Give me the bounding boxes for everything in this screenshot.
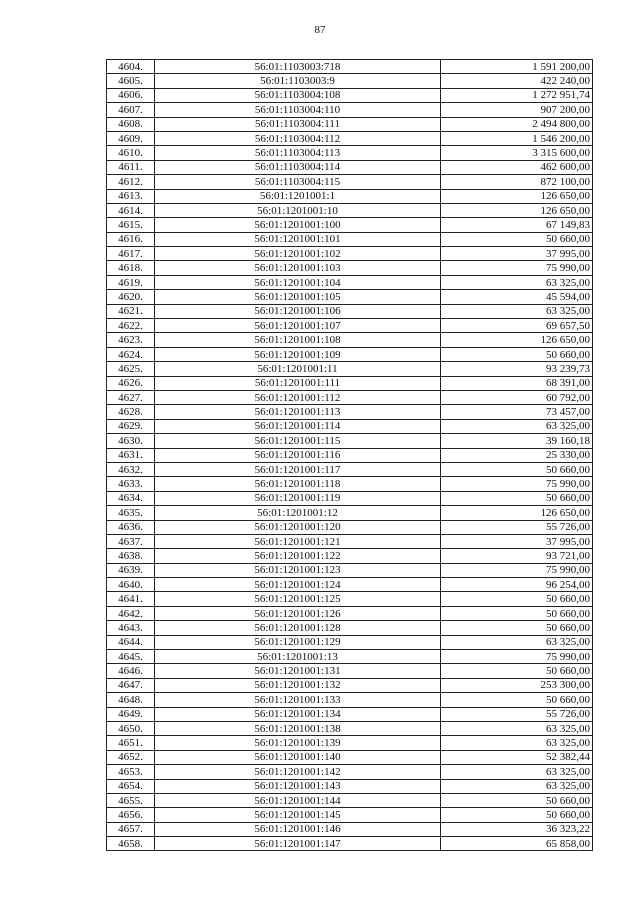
cadastral-value-cell: 907 200,00 [441, 103, 593, 117]
row-number-cell: 4627. [107, 390, 155, 404]
cadastral-value-cell: 93 239,73 [441, 362, 593, 376]
table-row [107, 462, 593, 476]
cadastral-number-cell: 56:01:1103004:113 [155, 146, 441, 160]
table-row [107, 534, 593, 548]
table-row [107, 74, 593, 88]
cadastral-value-cell: 63 325,00 [441, 304, 593, 318]
cadastral-number-cell: 56:01:1201001:101 [155, 232, 441, 246]
table-row [107, 606, 593, 620]
cadastral-number-cell: 56:01:1103004:112 [155, 131, 441, 145]
table-row [107, 621, 593, 635]
cadastral-number-cell: 56:01:1103004:108 [155, 88, 441, 102]
cadastral-number-cell: 56:01:1201001:121 [155, 534, 441, 548]
cadastral-number-cell: 56:01:1201001:105 [155, 290, 441, 304]
row-number-cell: 4605. [107, 74, 155, 88]
table-row [107, 347, 593, 361]
cadastral-value-cell: 1 546 200,00 [441, 131, 593, 145]
cadastral-number-cell: 56:01:1201001:134 [155, 707, 441, 721]
table-row [107, 319, 593, 333]
row-number-cell: 4644. [107, 635, 155, 649]
table-row [107, 707, 593, 721]
row-number-cell: 4647. [107, 678, 155, 692]
row-number-cell: 4634. [107, 491, 155, 505]
cadastral-value-cell: 75 990,00 [441, 261, 593, 275]
cadastral-value-cell: 68 391,00 [441, 376, 593, 390]
cadastral-value-cell: 37 995,00 [441, 534, 593, 548]
cadastral-value-cell: 93 721,00 [441, 549, 593, 563]
table-row [107, 506, 593, 520]
cadastral-value-cell: 50 660,00 [441, 491, 593, 505]
cadastral-number-cell: 56:01:1201001:113 [155, 405, 441, 419]
row-number-cell: 4638. [107, 549, 155, 563]
row-number-cell: 4648. [107, 693, 155, 707]
row-number-cell: 4628. [107, 405, 155, 419]
table-row [107, 477, 593, 491]
table-row [107, 390, 593, 404]
row-number-cell: 4632. [107, 462, 155, 476]
table-row [107, 419, 593, 433]
cadastral-number-cell: 56:01:1201001:103 [155, 261, 441, 275]
row-number-cell: 4636. [107, 520, 155, 534]
cadastral-number-cell: 56:01:1201001:114 [155, 419, 441, 433]
cadastral-value-cell: 63 325,00 [441, 736, 593, 750]
cadastral-number-cell: 56:01:1201001:118 [155, 477, 441, 491]
cadastral-number-cell: 56:01:1201001:132 [155, 678, 441, 692]
row-number-cell: 4645. [107, 650, 155, 664]
cadastral-value-cell: 52 382,44 [441, 750, 593, 764]
cadastral-value-table [106, 59, 593, 851]
cadastral-value-cell: 73 457,00 [441, 405, 593, 419]
table-row [107, 405, 593, 419]
row-number-cell: 4650. [107, 721, 155, 735]
cadastral-number-cell: 56:01:1201001:139 [155, 736, 441, 750]
row-number-cell: 4639. [107, 563, 155, 577]
table-row [107, 721, 593, 735]
row-number-cell: 4630. [107, 434, 155, 448]
cadastral-value-cell: 50 660,00 [441, 664, 593, 678]
cadastral-value-cell: 50 660,00 [441, 347, 593, 361]
cadastral-value-cell: 50 660,00 [441, 232, 593, 246]
cadastral-number-cell: 56:01:1103004:114 [155, 160, 441, 174]
cadastral-value-cell: 63 325,00 [441, 721, 593, 735]
row-number-cell: 4642. [107, 606, 155, 620]
table-row [107, 290, 593, 304]
table-row [107, 333, 593, 347]
row-number-cell: 4616. [107, 232, 155, 246]
row-number-cell: 4606. [107, 88, 155, 102]
cadastral-number-cell: 56:01:1201001:10 [155, 203, 441, 217]
cadastral-number-cell: 56:01:1201001:112 [155, 390, 441, 404]
cadastral-number-cell: 56:01:1201001:126 [155, 606, 441, 620]
table-row [107, 117, 593, 131]
table-row [107, 448, 593, 462]
row-number-cell: 4623. [107, 333, 155, 347]
cadastral-number-cell: 56:01:1201001:129 [155, 635, 441, 649]
cadastral-number-cell: 56:01:1201001:124 [155, 578, 441, 592]
row-number-cell: 4643. [107, 621, 155, 635]
cadastral-value-cell: 50 660,00 [441, 808, 593, 822]
cadastral-number-cell: 56:01:1201001:120 [155, 520, 441, 534]
row-number-cell: 4640. [107, 578, 155, 592]
row-number-cell: 4604. [107, 60, 155, 74]
cadastral-number-cell: 56:01:1201001:104 [155, 275, 441, 289]
cadastral-value-cell: 50 660,00 [441, 592, 593, 606]
table-row [107, 520, 593, 534]
row-number-cell: 4655. [107, 793, 155, 807]
cadastral-value-cell: 75 990,00 [441, 477, 593, 491]
cadastral-value-cell: 63 325,00 [441, 635, 593, 649]
row-number-cell: 4624. [107, 347, 155, 361]
table-row [107, 664, 593, 678]
row-number-cell: 4654. [107, 779, 155, 793]
cadastral-value-cell: 126 650,00 [441, 506, 593, 520]
cadastral-number-cell: 56:01:1201001:115 [155, 434, 441, 448]
cadastral-number-cell: 56:01:1201001:133 [155, 693, 441, 707]
cadastral-value-cell: 872 100,00 [441, 175, 593, 189]
cadastral-value-cell: 39 160,18 [441, 434, 593, 448]
table-row [107, 793, 593, 807]
cadastral-number-cell: 56:01:1201001:143 [155, 779, 441, 793]
cadastral-number-cell: 56:01:1201001:140 [155, 750, 441, 764]
cadastral-value-cell: 126 650,00 [441, 189, 593, 203]
cadastral-number-cell: 56:01:1201001:11 [155, 362, 441, 376]
row-number-cell: 4637. [107, 534, 155, 548]
cadastral-number-cell: 56:01:1201001:106 [155, 304, 441, 318]
row-number-cell: 4658. [107, 837, 155, 851]
cadastral-number-cell: 56:01:1201001:138 [155, 721, 441, 735]
table-row [107, 247, 593, 261]
table-row [107, 189, 593, 203]
cadastral-number-cell: 56:01:1201001:128 [155, 621, 441, 635]
table-row [107, 175, 593, 189]
row-number-cell: 4641. [107, 592, 155, 606]
row-number-cell: 4626. [107, 376, 155, 390]
cadastral-value-cell: 96 254,00 [441, 578, 593, 592]
row-number-cell: 4629. [107, 419, 155, 433]
cadastral-number-cell: 56:01:1201001:122 [155, 549, 441, 563]
row-number-cell: 4652. [107, 750, 155, 764]
cadastral-number-cell: 56:01:1201001:144 [155, 793, 441, 807]
table-row [107, 592, 593, 606]
cadastral-number-cell: 56:01:1201001:142 [155, 765, 441, 779]
cadastral-value-cell: 36 323,22 [441, 822, 593, 836]
cadastral-value-cell: 63 325,00 [441, 765, 593, 779]
row-number-cell: 4618. [107, 261, 155, 275]
table-row [107, 693, 593, 707]
table-row [107, 304, 593, 318]
cadastral-number-cell: 56:01:1201001:13 [155, 650, 441, 664]
table-row [107, 635, 593, 649]
cadastral-number-cell: 56:01:1201001:109 [155, 347, 441, 361]
cadastral-number-cell: 56:01:1201001:107 [155, 319, 441, 333]
cadastral-value-cell: 50 660,00 [441, 606, 593, 620]
row-number-cell: 4610. [107, 146, 155, 160]
row-number-cell: 4614. [107, 203, 155, 217]
cadastral-number-cell: 56:01:1201001:123 [155, 563, 441, 577]
table-row [107, 160, 593, 174]
cadastral-value-cell: 75 990,00 [441, 563, 593, 577]
cadastral-number-cell: 56:01:1201001:147 [155, 837, 441, 851]
row-number-cell: 4612. [107, 175, 155, 189]
cadastral-number-cell: 56:01:1201001:1 [155, 189, 441, 203]
cadastral-value-cell: 50 660,00 [441, 462, 593, 476]
table-row [107, 837, 593, 851]
row-number-cell: 4656. [107, 808, 155, 822]
table-row [107, 275, 593, 289]
cadastral-value-cell: 25 330,00 [441, 448, 593, 462]
row-number-cell: 4609. [107, 131, 155, 145]
cadastral-number-cell: 56:01:1201001:125 [155, 592, 441, 606]
cadastral-number-cell: 56:01:1201001:108 [155, 333, 441, 347]
row-number-cell: 4651. [107, 736, 155, 750]
cadastral-value-cell: 253 300,00 [441, 678, 593, 692]
table-row [107, 362, 593, 376]
cadastral-value-cell: 63 325,00 [441, 275, 593, 289]
table-row [107, 232, 593, 246]
table-row [107, 765, 593, 779]
cadastral-value-cell: 462 600,00 [441, 160, 593, 174]
cadastral-value-cell: 50 660,00 [441, 693, 593, 707]
cadastral-number-cell: 56:01:1201001:102 [155, 247, 441, 261]
table-row [107, 822, 593, 836]
table-row [107, 736, 593, 750]
row-number-cell: 4631. [107, 448, 155, 462]
cadastral-number-cell: 56:01:1201001:100 [155, 218, 441, 232]
row-number-cell: 4649. [107, 707, 155, 721]
row-number-cell: 4608. [107, 117, 155, 131]
row-number-cell: 4622. [107, 319, 155, 333]
table-row [107, 750, 593, 764]
row-number-cell: 4621. [107, 304, 155, 318]
cadastral-value-cell: 126 650,00 [441, 333, 593, 347]
cadastral-value-cell: 126 650,00 [441, 203, 593, 217]
table-row [107, 578, 593, 592]
cadastral-value-cell: 67 149,83 [441, 218, 593, 232]
table-row [107, 678, 593, 692]
cadastral-value-cell: 422 240,00 [441, 74, 593, 88]
row-number-cell: 4657. [107, 822, 155, 836]
row-number-cell: 4613. [107, 189, 155, 203]
table-row [107, 60, 593, 74]
cadastral-value-cell: 60 792,00 [441, 390, 593, 404]
table-row [107, 779, 593, 793]
cadastral-number-cell: 56:01:1103004:111 [155, 117, 441, 131]
cadastral-number-cell: 56:01:1103003:9 [155, 74, 441, 88]
row-number-cell: 4615. [107, 218, 155, 232]
cadastral-number-cell: 56:01:1103004:110 [155, 103, 441, 117]
cadastral-number-cell: 56:01:1103004:115 [155, 175, 441, 189]
cadastral-number-cell: 56:01:1201001:12 [155, 506, 441, 520]
cadastral-value-cell: 65 858,00 [441, 837, 593, 851]
row-number-cell: 4633. [107, 477, 155, 491]
cadastral-number-cell: 56:01:1201001:119 [155, 491, 441, 505]
table-row [107, 650, 593, 664]
cadastral-number-cell: 56:01:1201001:116 [155, 448, 441, 462]
table-row [107, 203, 593, 217]
row-number-cell: 4619. [107, 275, 155, 289]
cadastral-value-cell: 3 315 600,00 [441, 146, 593, 160]
table-row [107, 563, 593, 577]
cadastral-value-cell: 50 660,00 [441, 793, 593, 807]
table-row [107, 103, 593, 117]
row-number-cell: 4625. [107, 362, 155, 376]
cadastral-number-cell: 56:01:1201001:146 [155, 822, 441, 836]
row-number-cell: 4611. [107, 160, 155, 174]
cadastral-number-cell: 56:01:1103003:718 [155, 60, 441, 74]
cadastral-value-cell: 55 726,00 [441, 707, 593, 721]
table-row [107, 808, 593, 822]
cadastral-value-cell: 63 325,00 [441, 419, 593, 433]
cadastral-value-cell: 2 494 800,00 [441, 117, 593, 131]
cadastral-value-cell: 1 272 951,74 [441, 88, 593, 102]
row-number-cell: 4653. [107, 765, 155, 779]
cadastral-value-cell: 63 325,00 [441, 779, 593, 793]
cadastral-value-cell: 55 726,00 [441, 520, 593, 534]
cadastral-value-cell: 50 660,00 [441, 621, 593, 635]
row-number-cell: 4620. [107, 290, 155, 304]
cadastral-value-cell: 1 591 200,00 [441, 60, 593, 74]
cadastral-value-cell: 69 657,50 [441, 319, 593, 333]
row-number-cell: 4617. [107, 247, 155, 261]
cadastral-number-cell: 56:01:1201001:111 [155, 376, 441, 390]
table-row [107, 261, 593, 275]
row-number-cell: 4635. [107, 506, 155, 520]
table-body [107, 60, 593, 851]
cadastral-number-cell: 56:01:1201001:145 [155, 808, 441, 822]
table-row [107, 376, 593, 390]
table-row [107, 434, 593, 448]
cadastral-number-cell: 56:01:1201001:117 [155, 462, 441, 476]
table-row [107, 131, 593, 145]
page-number: 87 [314, 24, 326, 36]
cadastral-number-cell: 56:01:1201001:131 [155, 664, 441, 678]
table-row [107, 491, 593, 505]
table-row [107, 218, 593, 232]
table-row [107, 549, 593, 563]
table-row [107, 146, 593, 160]
cadastral-value-cell: 37 995,00 [441, 247, 593, 261]
row-number-cell: 4646. [107, 664, 155, 678]
cadastral-value-cell: 45 594,00 [441, 290, 593, 304]
cadastral-value-cell: 75 990,00 [441, 650, 593, 664]
table-row [107, 88, 593, 102]
row-number-cell: 4607. [107, 103, 155, 117]
